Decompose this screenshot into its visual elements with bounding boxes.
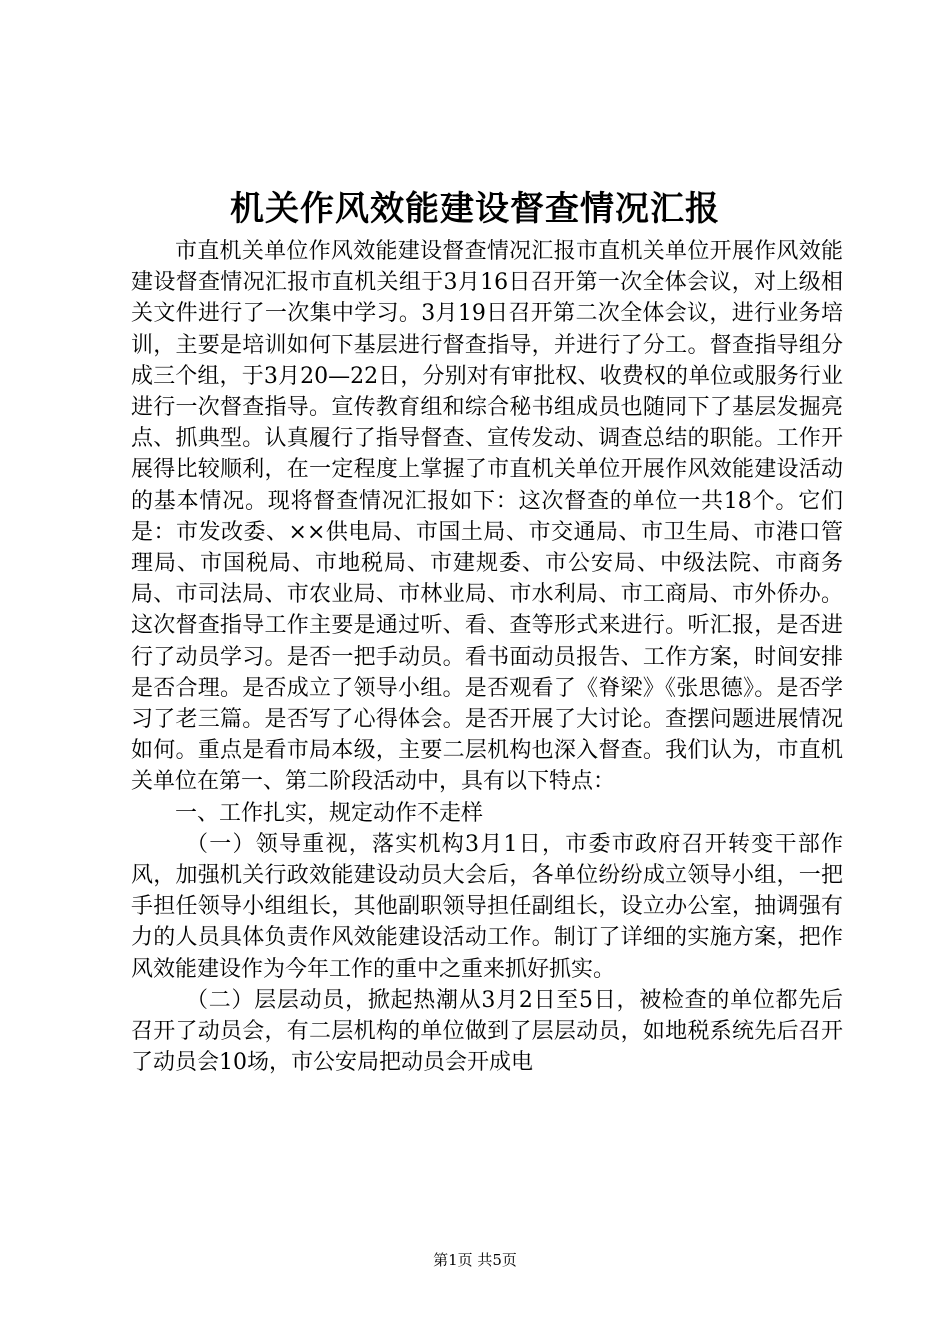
page-number-footer: 第1页 共5页 xyxy=(433,1251,517,1269)
document-title: 机关作风效能建设督查情况汇报 xyxy=(230,189,720,229)
section-heading-1: 一、工作扎实，规定动作不走样 xyxy=(175,800,484,826)
document-body xyxy=(131,236,843,1078)
paragraph-subsection-1: （一）领导重视，落实机构3月1日，市委市政府召开转变干部作风，加强机关行政效能建设动员大会后，各单位纷纷成立领导小组，一把手担任领导小组组长，其他副职领导担任副组长，设立办公室，抽调强有力的人员具体负责作风效能建设活动工作。制订了详细的实施方案，把作风效能建设作为今年工作的重中之重来抓好抓实。 xyxy=(131,831,843,982)
paragraph-intro: 市直机关单位作风效能建设督查情况汇报市直机关单位开展作风效能建设督查情况汇报市直机关组于3月16日召开第一次全体会议，对上级相关文件进行了一次集中学习。3月19日召开第二次全体会议，进行业务培训，主要是培训如何下基层进行督查指导，并进行了分工。督查指导组分成三个组，于3月20—22日，分别对有审批权、收费权的单位或服务行业进行一次督查指导。宣传教育组和综合秘书组成员也随同下了基层发掘亮点、抓典型。认真履行了指导督查、宣传发动、调查总结的职能。工作开展得比较顺利，在一定程度上掌握了市直机关单位开展作风效能建设活动的基本情况。现将督查情况汇报如下：这次督查的单位一共18个。它们是：市发改委、××供电局、市国土局、市交通局、市卫生局、市港口管理局、市国税局、市地税局、市建规委、市公安局、中级法院、市商务局、市司法局、市农业局、市林业局、市水利局、市工商局、市外侨办。这次督查指导工作主要是通过听、看、查等形式来进行。听汇报，是否进行了动员学习。是否一把手动员。看书面动员报告、工作方案，时间安排是否合理。是否成立了领导小组。是否观看了《脊梁》《张思德》。是否学习了老三篇。是否写了心得体会。是否开展了大讨论。查摆问题进展情况如何。重点是看市局本级，主要二层机构也深入督查。我们认为，市直机关单位在第一、第二阶段活动中，具有以下特点： xyxy=(131,239,843,795)
paragraph-subsection-2: （二）层层动员，掀起热潮从3月2日至5日，被检查的单位都先后召开了动员会，有二层机构的单位做到了层层动员，如地税系统先后召开了动员会10场，市公安局把动员会开成电 xyxy=(131,987,843,1076)
